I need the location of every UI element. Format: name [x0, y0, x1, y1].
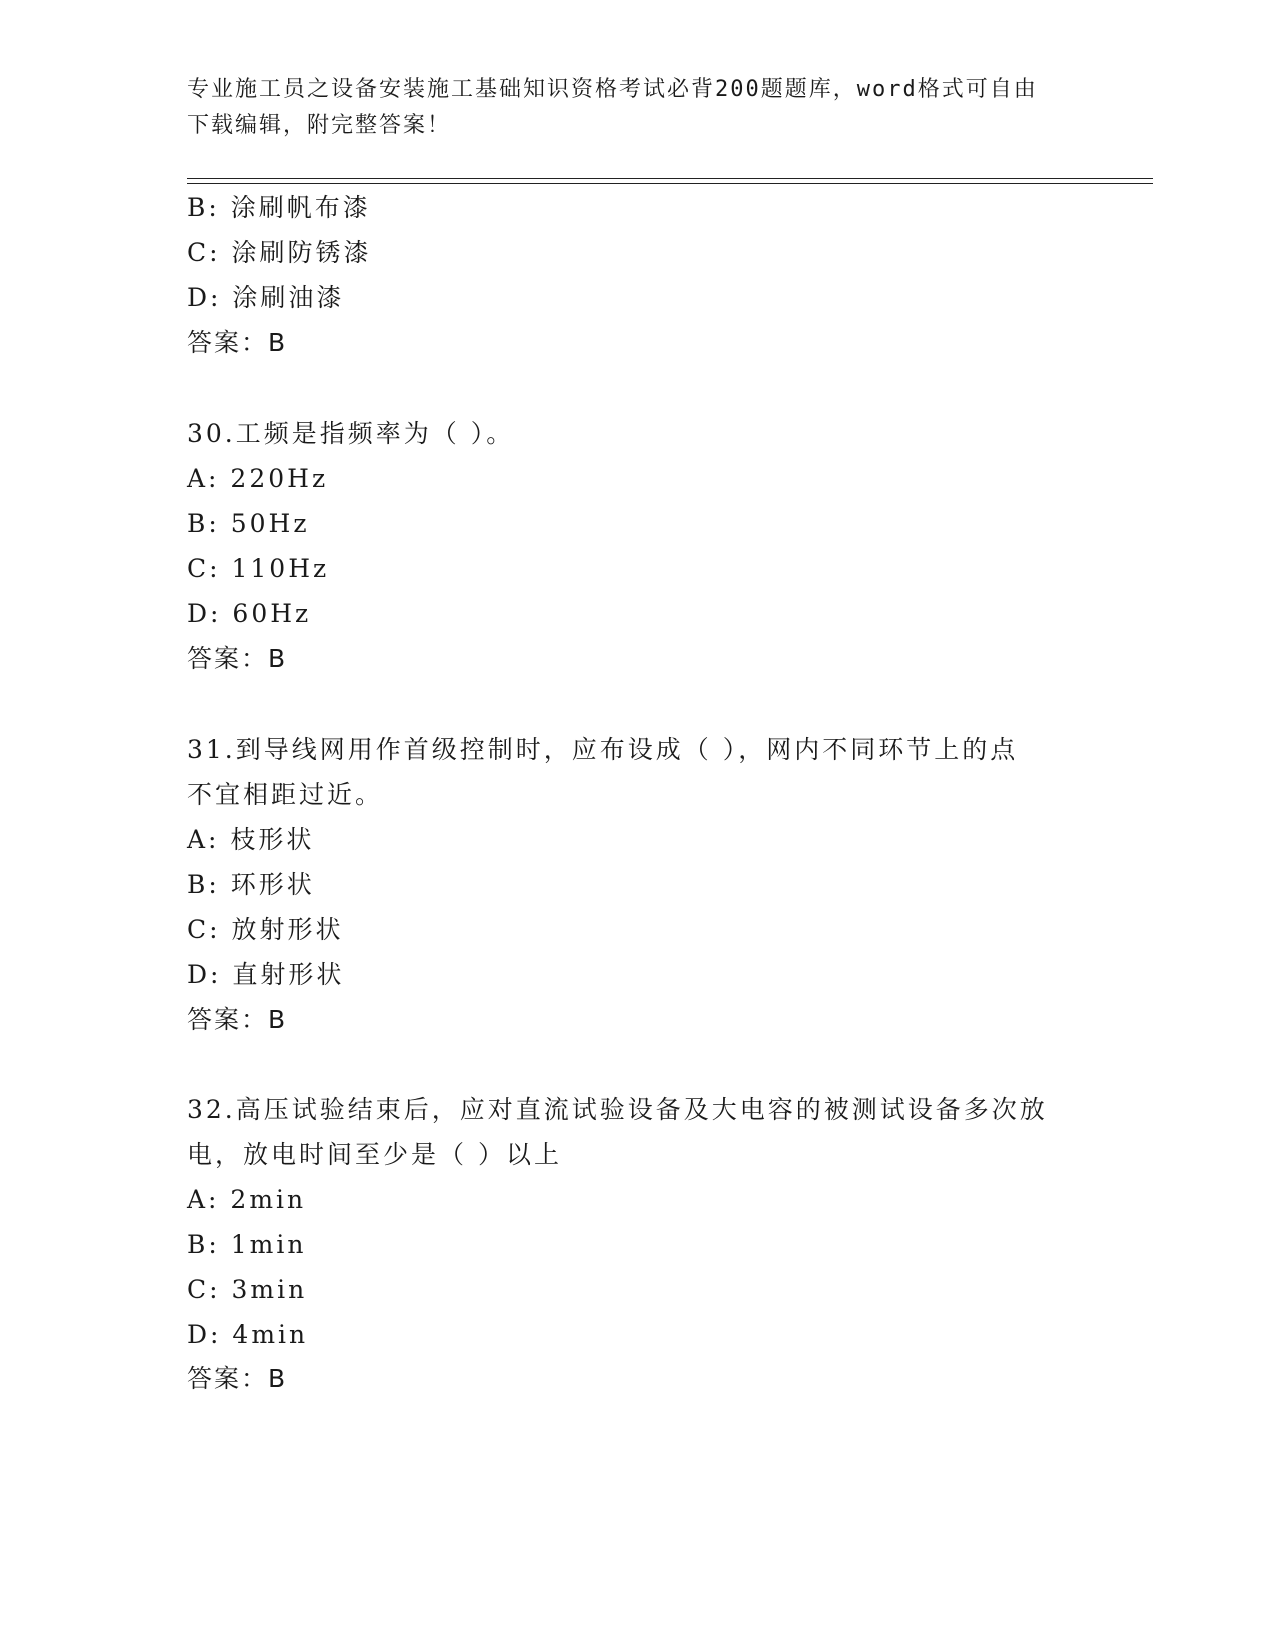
option-b: B: 环形状	[187, 870, 315, 899]
question-stem-continued: 电，放电时间至少是（ ）以上	[187, 1140, 562, 1169]
answer-line: 答案：B	[187, 644, 288, 673]
header-rule-top	[187, 178, 1153, 179]
option-c: C: 放射形状	[187, 915, 344, 944]
option-b: B: 1min	[187, 1230, 307, 1259]
answer-line: 答案：B	[187, 1364, 288, 1393]
question-stem: 31.到导线网用作首级控制时，应布设成（ ），网内不同环节上的点	[187, 735, 1019, 764]
option-b: B: 涂刷帆布漆	[187, 193, 371, 222]
option-a: A: 220Hz	[187, 464, 329, 493]
option-b: B: 50Hz	[187, 509, 310, 538]
option-d: D: 涂刷油漆	[187, 283, 345, 312]
question-stem-continued: 不宜相距过近。	[187, 780, 384, 809]
document-header	[187, 72, 1067, 144]
option-d: D: 4min	[187, 1320, 309, 1349]
option-a: A: 2min	[187, 1185, 307, 1214]
question-stem: 30.工频是指频率为（ ）。	[187, 419, 515, 448]
question-stem: 32.高压试验结束后，应对直流试验设备及大电容的被测试设备多次放	[187, 1095, 1048, 1124]
answer-line: 答案：B	[187, 328, 288, 357]
option-d: D: 直射形状	[187, 960, 345, 989]
header-title-line-2: 下载编辑，附完整答案！	[187, 113, 452, 138]
option-a: A: 枝形状	[187, 825, 315, 854]
option-d: D: 60Hz	[187, 599, 312, 628]
header-rule-bottom	[187, 183, 1153, 184]
option-c: C: 110Hz	[187, 554, 330, 583]
header-title-line-1: 专业施工员之设备安装施工基础知识资格考试必背200题题库，word格式可自由	[187, 77, 1038, 102]
option-c: C: 3min	[187, 1275, 308, 1304]
answer-line: 答案：B	[187, 1005, 288, 1034]
option-c: C: 涂刷防锈漆	[187, 238, 372, 267]
